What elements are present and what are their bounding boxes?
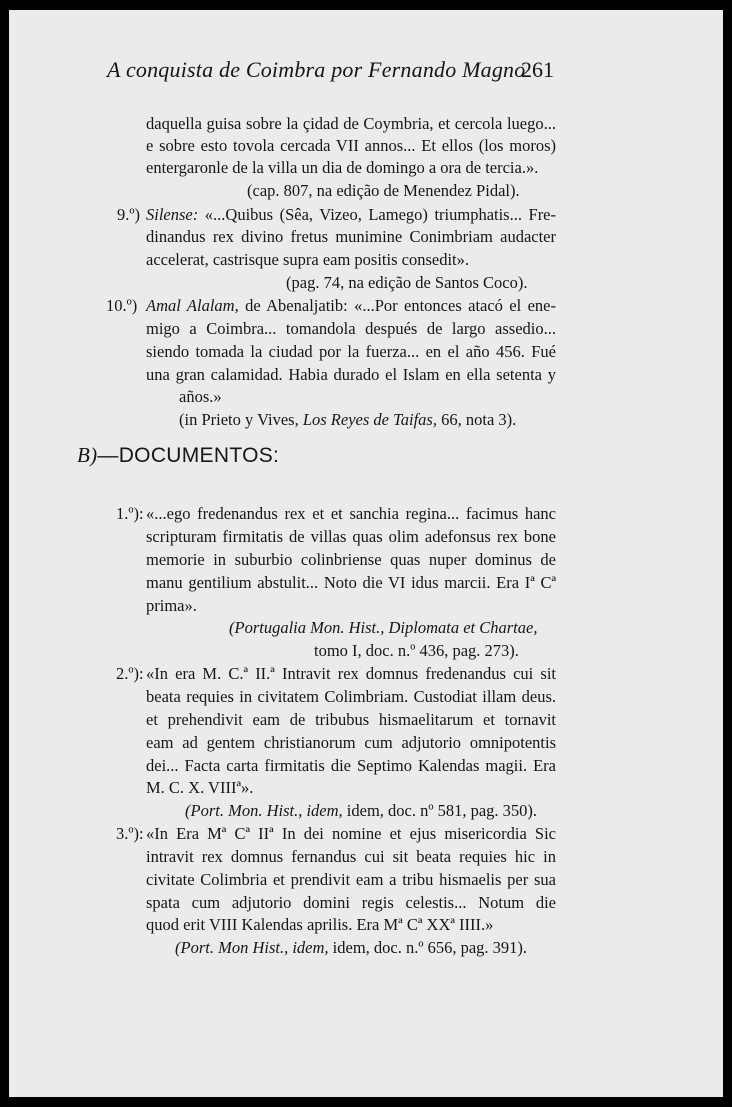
doc-number: 1.º): [116, 504, 144, 523]
doc-line: et prehendivit eam de tribubus hismaelitarum et tornavit [146, 710, 556, 729]
running-header-title: A conquista de Coimbra por Fernando Magno [107, 57, 526, 82]
doc-line: memorie in suburbio colinbriense quas nuper dominus de [146, 550, 556, 569]
item-line: años.» [179, 387, 222, 406]
doc-line: manu gentilium abstulit... Noto die VI idus marcii. Era Iª Cª [146, 573, 556, 592]
quote-line: entergaronle de la villa un dia de domingo a ora de tercia.». [146, 158, 539, 177]
item-line [146, 296, 556, 316]
item-citation: (pag. 74, na edição de Santos Coco). [286, 273, 528, 292]
doc-number: 2.º): [116, 664, 144, 683]
item-line: dinandus rex divino fretus munimine Conimbriam audacter [146, 227, 556, 246]
item-text: «...Quibus (Sêa, Vizeo, Lamego) triumphatis... Fre- [204, 205, 557, 224]
item-source: Silense: [146, 205, 199, 224]
doc-line: «In Era Mª Cª IIª In dei nomine et ejus misericordia Sic [146, 824, 556, 843]
page-number: 261 [521, 57, 554, 82]
item-line: migo a Coimbra... tomandola después de largo assedio... [146, 319, 556, 338]
item-number: 9.º) [117, 205, 140, 224]
doc-line: prima». [146, 596, 197, 615]
item-citation: (in Prieto y Vives, Los Reyes de Taifas, 66, nota 3). [179, 410, 517, 429]
section-heading [77, 443, 279, 468]
quote-line: daquella guisa sobre la çidad de Coymbria, et cercola luego... [146, 114, 556, 133]
item-line: accelerat, castrisque supra eam positis consedit». [146, 250, 470, 269]
doc-line: «In era M. C.ª II.ª Intravit rex domnus fredenandus cui sit [146, 664, 556, 683]
doc-citation: tomo I, doc. n.º 436, pag. 273). [314, 641, 519, 660]
doc-line: civitate Colimbria et prendivit eam a tribu hismaelis per sua [146, 870, 556, 889]
doc-line: quod erit VIII Kalendas aprilis. Era Mª Cª XXª IIII.» [146, 915, 494, 934]
item-source: Amal Alalam, [146, 296, 239, 315]
section-title: —DOCUMENTOS: [97, 444, 280, 467]
doc-line: scripturam firmitatis de villas quas olim adefonsus rex bone [146, 527, 556, 546]
doc-number: 3.º): [116, 824, 144, 843]
doc-citation: (Port. Mon Hist., idem, idem, doc. n.º 656, pag. 391). [175, 938, 528, 957]
doc-line: dei... Facta carta firmitatis die Septimo Kalendas magii. Era [146, 756, 556, 775]
doc-line: spata cum adjutorio domini regis celestis... Notum die [146, 893, 556, 912]
doc-line: «...ego fredenandus rex et et sanchia regina... facimus hanc [146, 504, 556, 523]
item-line: una gran calamidad. Habia durado el Islam en ella setenta y [146, 365, 556, 384]
item-line: siendo tomada la ciudad por la fuerza... en el año 456. Fué [146, 342, 556, 361]
quote-citation: (cap. 807, na edição de Menendez Pidal). [247, 181, 520, 200]
quote-line: e sobre esto tovola cercada VII annos... Et ellos (los moros) [146, 136, 556, 155]
section-label: B) [77, 443, 98, 467]
item-number: 10.º) [106, 296, 138, 315]
doc-citation: (Portugalia Mon. Hist., Diplomata et Chartae, [229, 618, 538, 637]
doc-line: M. C. X. VIIIª». [146, 778, 254, 797]
doc-citation: (Port. Mon. Hist., idem, idem, doc. nº 581, pag. 350). [185, 801, 538, 820]
doc-line: eam ad gentem christianorum cum adjutorio omnipotentis [146, 733, 556, 752]
doc-line: beata requies in civitatem Colimbriam. Custodiat illam deus. [146, 687, 556, 706]
item-text: de Abenaljatib: «...Por entonces atacó el ene- [245, 296, 556, 315]
doc-line: intravit rex domnus fernandus cui sit beata requies hic in [146, 847, 556, 866]
item-line [146, 205, 556, 225]
